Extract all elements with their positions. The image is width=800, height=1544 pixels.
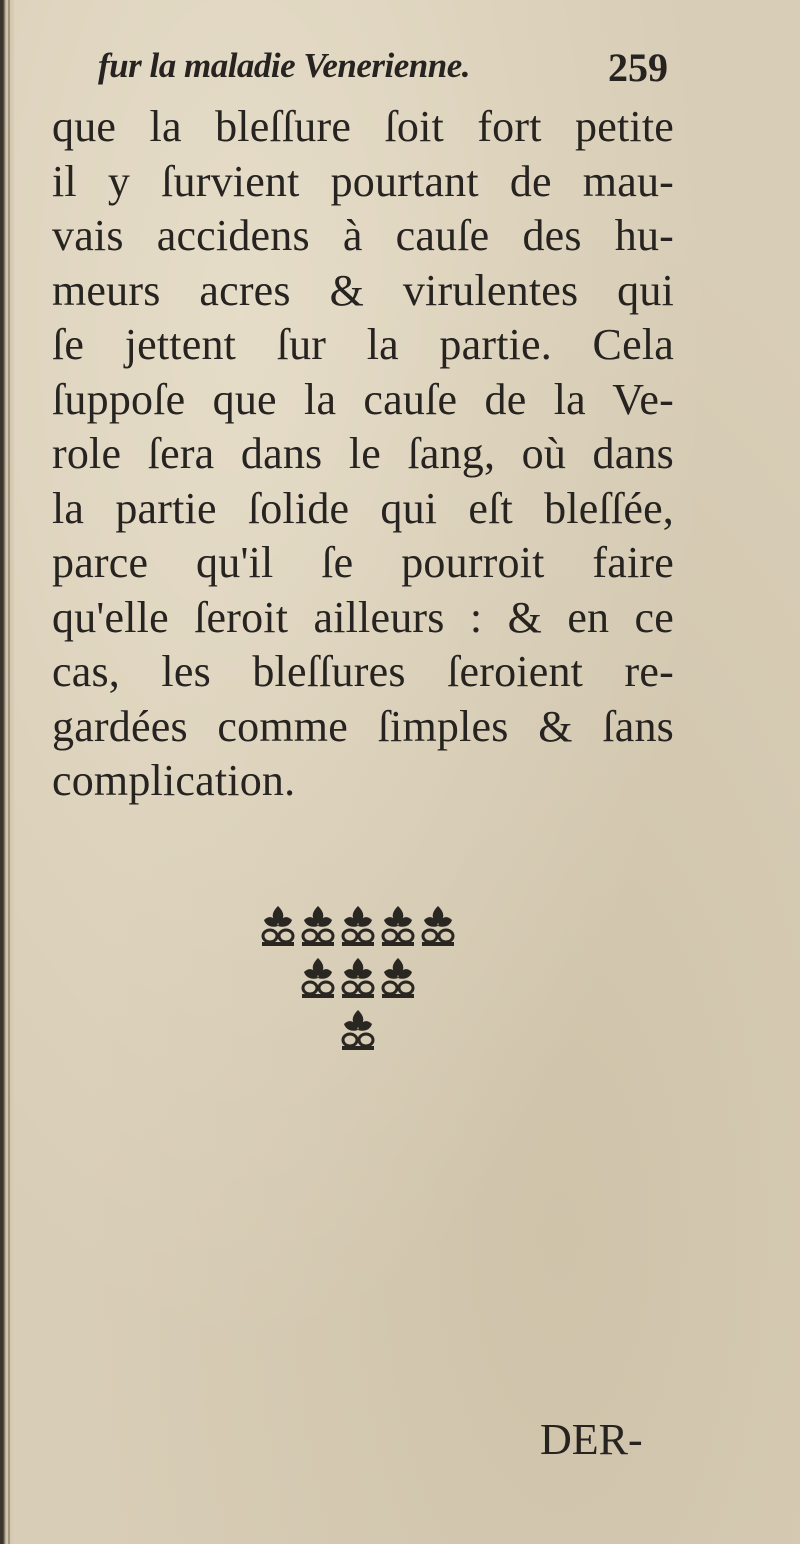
- gutter-line: [8, 0, 10, 1544]
- page-header: [98, 42, 668, 102]
- fleuron-icon: [382, 906, 414, 946]
- text-line: la partie ſolide qui eſt bleſſée,: [52, 483, 674, 533]
- text-line: parce qu'il ſe pourroit faire: [52, 538, 674, 587]
- text-line: cas, les bleſſures ſeroient re-: [52, 647, 674, 696]
- fleuron-icon: [422, 906, 454, 946]
- fleuron-icon: [342, 906, 374, 946]
- text-line: gardées comme ſimples & ſans: [52, 701, 674, 751]
- page-number: 259: [608, 45, 668, 90]
- fleuron-icon: [342, 958, 374, 998]
- text-line: ſe jettent ſur la partie. Cela: [52, 320, 674, 369]
- text-line: ſuppoſe que la cauſe de la Ve-: [52, 374, 674, 424]
- catchword: DER-: [540, 1415, 643, 1464]
- text-line: vais accidens à cauſe des hu-: [52, 211, 674, 260]
- fleuron-ornament-icon: [238, 900, 478, 1050]
- page-edge: [0, 0, 14, 1544]
- text-line: que la bleſſure ſoit fort petite: [52, 102, 674, 151]
- text-line: role ſera dans le ſang, où dans: [52, 429, 674, 478]
- text-line: qu'elle ſeroit ailleurs : & en ce: [52, 592, 674, 642]
- body-text: [52, 100, 674, 809]
- fleuron-icon: [302, 958, 334, 998]
- text-line: complication.: [52, 756, 296, 805]
- text-line: il y ſurvient pourtant de mau-: [52, 156, 674, 206]
- fleuron-icon: [302, 906, 334, 946]
- fleuron-icon: [342, 1010, 374, 1050]
- running-head: fur la maladie Venerienne.: [98, 46, 471, 85]
- text-line: meurs acres & virulentes qui: [52, 265, 674, 315]
- fleuron-icon: [262, 906, 294, 946]
- fleuron-icon: [382, 958, 414, 998]
